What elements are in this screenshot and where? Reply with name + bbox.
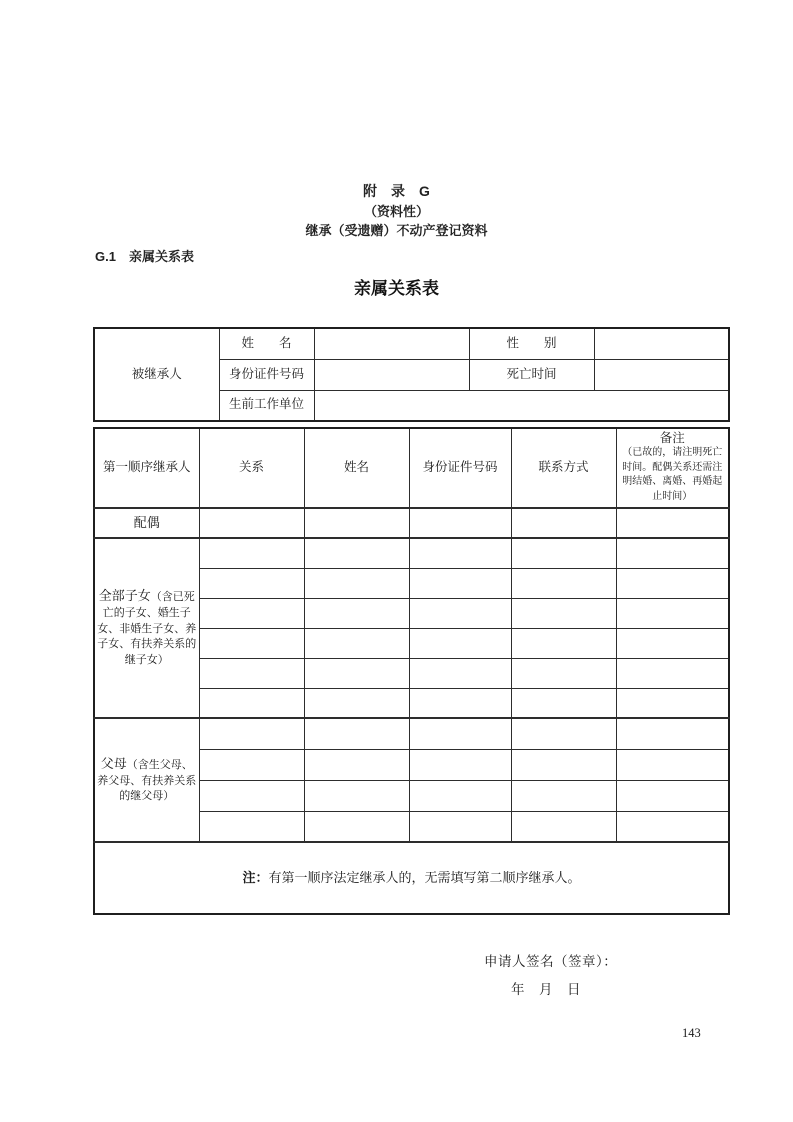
blank-cell	[409, 568, 511, 598]
blank-cell	[616, 718, 729, 749]
blank-cell	[409, 538, 511, 568]
death-time-label: 死亡时间	[469, 359, 594, 390]
children-label	[94, 538, 199, 718]
blank-cell	[409, 598, 511, 628]
blank-cell	[511, 598, 616, 628]
employer-label: 生前工作单位	[219, 390, 314, 421]
header-name: 姓名	[304, 428, 409, 508]
signature-date-line: 年 月 日	[511, 982, 581, 997]
blank-cell	[304, 508, 409, 538]
footnote-row	[94, 842, 729, 914]
blank-cell	[199, 749, 304, 780]
blank-cell	[616, 628, 729, 658]
parents-label-main: 父母	[100, 755, 127, 771]
blank-cell	[616, 598, 729, 628]
name-label: 姓 名	[219, 328, 314, 359]
blank-cell	[199, 811, 304, 842]
appendix-type-label: （资料性）	[363, 204, 429, 219]
footnote	[94, 842, 729, 914]
blank-cell	[199, 508, 304, 538]
blank-cell	[511, 628, 616, 658]
parents-row	[94, 718, 729, 749]
blank-cell	[616, 688, 729, 718]
id-value-cell	[314, 359, 469, 390]
blank-cell	[616, 658, 729, 688]
remark-header-note: （已故的，请注明死亡时间。配偶关系还需注明结婚、离婚、再婚起止时间）	[622, 447, 723, 502]
blank-cell	[199, 658, 304, 688]
blank-cell	[409, 718, 511, 749]
blank-cell	[616, 568, 729, 598]
blank-cell	[199, 538, 304, 568]
blank-cell	[409, 688, 511, 718]
blank-cell	[511, 658, 616, 688]
header-relation: 关系	[199, 428, 304, 508]
blank-cell	[616, 538, 729, 568]
appendix-title: 附 录 G	[363, 183, 430, 199]
children-row	[94, 538, 729, 568]
gender-label: 性 别	[469, 328, 594, 359]
parents-label	[94, 718, 199, 842]
blank-cell	[616, 749, 729, 780]
spouse-label: 配偶	[94, 508, 199, 538]
blank-cell	[511, 718, 616, 749]
footnote-text: 有第一顺序法定继承人的，无需填写第二顺序继承人。	[268, 869, 581, 885]
blank-cell	[409, 780, 511, 811]
page-number: 143	[682, 1026, 701, 1040]
blank-cell	[304, 749, 409, 780]
children-label-note: （含已死亡的子女、婚生子女、非婚生子女、养子女、有扶养关系的继子女）	[97, 591, 197, 667]
footnote-prefix: 注：	[242, 869, 269, 885]
employer-value-cell	[314, 390, 729, 421]
blank-cell	[616, 811, 729, 842]
blank-cell	[304, 538, 409, 568]
blank-cell	[304, 628, 409, 658]
blank-cell	[199, 568, 304, 598]
heirs-header-row	[94, 428, 729, 508]
children-label-main: 全部子女	[98, 588, 151, 604]
blank-cell	[409, 508, 511, 538]
blank-cell	[511, 688, 616, 718]
blank-cell	[304, 688, 409, 718]
blank-cell	[511, 568, 616, 598]
blank-cell	[199, 718, 304, 749]
parents-label-note: （含生父母、养父母、有扶养关系的继父母）	[97, 758, 197, 803]
blank-cell	[304, 718, 409, 749]
blank-cell	[511, 811, 616, 842]
appendix-subtitle: 继承（受遗赠）不动产登记资料	[305, 223, 488, 238]
blank-cell	[616, 780, 729, 811]
table-title: 亲属关系表	[354, 279, 439, 298]
death-time-value-cell	[594, 359, 729, 390]
decedent-row-label: 被继承人	[94, 328, 219, 421]
gender-value-cell	[594, 328, 729, 359]
blank-cell	[616, 508, 729, 538]
blank-cell	[511, 538, 616, 568]
blank-cell	[409, 749, 511, 780]
blank-cell	[304, 780, 409, 811]
blank-cell	[304, 658, 409, 688]
blank-cell	[409, 658, 511, 688]
blank-cell	[199, 628, 304, 658]
header-contact: 联系方式	[511, 428, 616, 508]
blank-cell	[304, 568, 409, 598]
header-remark	[616, 428, 729, 508]
header-first-order-heirs: 第一顺序继承人	[94, 428, 199, 508]
remark-header-title: 备注	[659, 430, 685, 445]
blank-cell	[199, 598, 304, 628]
section-heading: G.1 亲属关系表	[95, 249, 194, 264]
blank-cell	[199, 688, 304, 718]
blank-cell	[511, 508, 616, 538]
blank-cell	[409, 811, 511, 842]
blank-cell	[304, 598, 409, 628]
blank-cell	[304, 811, 409, 842]
decedent-table	[93, 327, 730, 422]
heirs-table	[93, 427, 730, 915]
blank-cell	[511, 749, 616, 780]
name-value-cell	[314, 328, 469, 359]
applicant-signature-label: 申请人签名（签章）：	[484, 954, 618, 969]
header-id-number: 身份证件号码	[409, 428, 511, 508]
blank-cell	[409, 628, 511, 658]
blank-cell	[199, 780, 304, 811]
id-label: 身份证件号码	[219, 359, 314, 390]
blank-cell	[511, 780, 616, 811]
spouse-row	[94, 508, 729, 538]
